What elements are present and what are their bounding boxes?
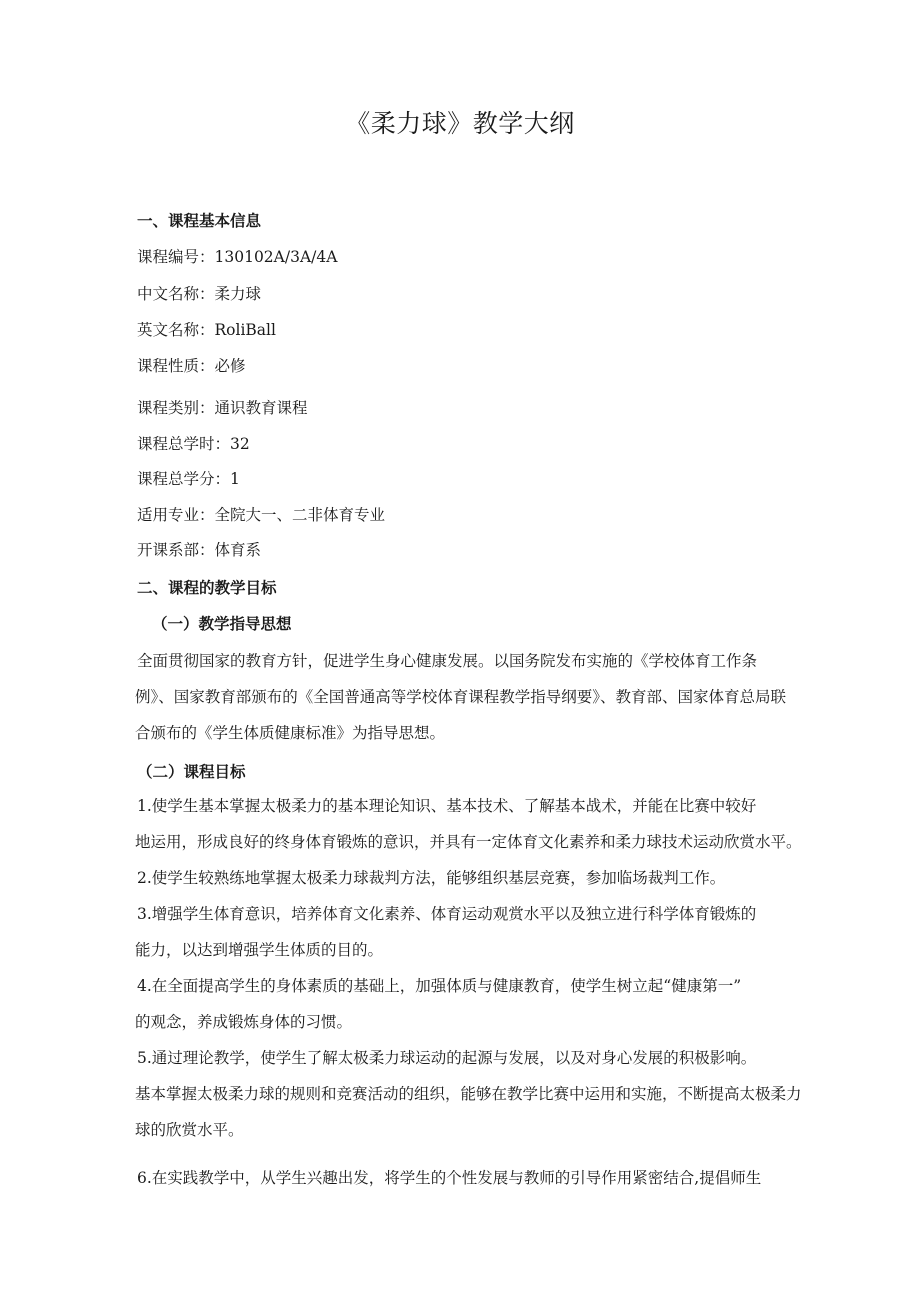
section-heading-basic-info xyxy=(137,209,261,231)
goal-item-2 xyxy=(137,860,837,896)
section-heading-text: 一、课程基本信息 xyxy=(137,211,262,230)
paragraph-line: 4.在全面提高学生的身体素质的基础上，加强体质与健康教育，使学生树立起“健康第一” xyxy=(137,977,742,995)
paragraph-line: 6.在实践教学中，从学生兴趣出发，将学生的个性发展与教师的引导作用紧密结合,提倡师生 xyxy=(137,1169,762,1187)
subsection-heading-guiding-ideology: （一）教学指导思想 xyxy=(152,614,292,633)
paragraph-line: 合颁布的《学生体质健康标准》为指导思想。 xyxy=(135,724,446,742)
section-heading-teaching-goals: 二、课程的教学目标 xyxy=(137,578,277,597)
field-course-nature: 课程性质：必修 xyxy=(137,357,246,375)
paragraph-line: 球的欣赏水平。 xyxy=(135,1121,244,1139)
subsection-heading-course-goals: （二）课程目标 xyxy=(137,762,246,781)
field-department: 开课系部：体育系 xyxy=(137,541,262,559)
field-course-category: 课程类别：通识教育课程 xyxy=(137,399,308,417)
goal-item-6 xyxy=(137,1160,837,1196)
goal-item-1 xyxy=(137,788,837,860)
paragraph-line: 地运用，形成良好的终身体育锻炼的意识，并具有一定体育文化素养和柔力球技术运动欣赏水平。 xyxy=(135,833,802,851)
document-title: 《柔力球》教学大纲 xyxy=(345,109,575,138)
field-applicable-majors: 适用专业：全院大一、二非体育专业 xyxy=(137,506,386,524)
paragraph-line: 例》、国家教育部颁布的《全国普通高等学校体育课程教学指导纲要》、教育部、国家体育总局联 xyxy=(135,688,787,706)
paragraph-line: 2.使学生较熟练地掌握太极柔力球裁判方法，能够组织基层竞赛，参加临场裁判工作。 xyxy=(137,869,726,887)
field-course-code: 课程编号：130102A/3A/4A xyxy=(137,248,338,266)
paragraph-line: 全面贯彻国家的教育方针，促进学生身心健康发展。以国务院发布实施的《学校体育工作条 xyxy=(137,652,758,670)
paragraph-line: 的观念，养成锻炼身体的习惯。 xyxy=(135,1013,353,1031)
paragraph-line: 3.增强学生体育意识，培养体育文化素养、体育运动观赏水平以及独立进行科学体育锻炼的 xyxy=(137,905,757,923)
goal-item-3 xyxy=(137,896,837,968)
paragraph-line: 5.通过理论教学，使学生了解太极柔力球运动的起源与发展，以及对身心发展的积极影响。 xyxy=(137,1049,757,1067)
paragraph-line: 基本掌握太极柔力球的规则和竞赛活动的组织，能够在教学比赛中运用和实施，不断提高太极柔力 xyxy=(135,1085,802,1103)
field-total-hours: 课程总学时：32 xyxy=(137,435,250,453)
field-total-credits: 课程总学分：1 xyxy=(137,470,240,488)
paragraph-guiding-ideology xyxy=(137,643,837,751)
field-chinese-name: 中文名称：柔力球 xyxy=(137,285,262,303)
paragraph-line: 能力，以达到增强学生体质的目的。 xyxy=(135,941,384,959)
paragraph-line: 1.使学生基本掌握太极柔力的基本理论知识、基本技术、了解基本战术，并能在比赛中较好 xyxy=(137,797,757,815)
field-english-name: 英文名称：RoliBall xyxy=(137,321,276,339)
goal-item-5 xyxy=(137,1040,837,1148)
goal-item-4 xyxy=(137,968,837,1040)
